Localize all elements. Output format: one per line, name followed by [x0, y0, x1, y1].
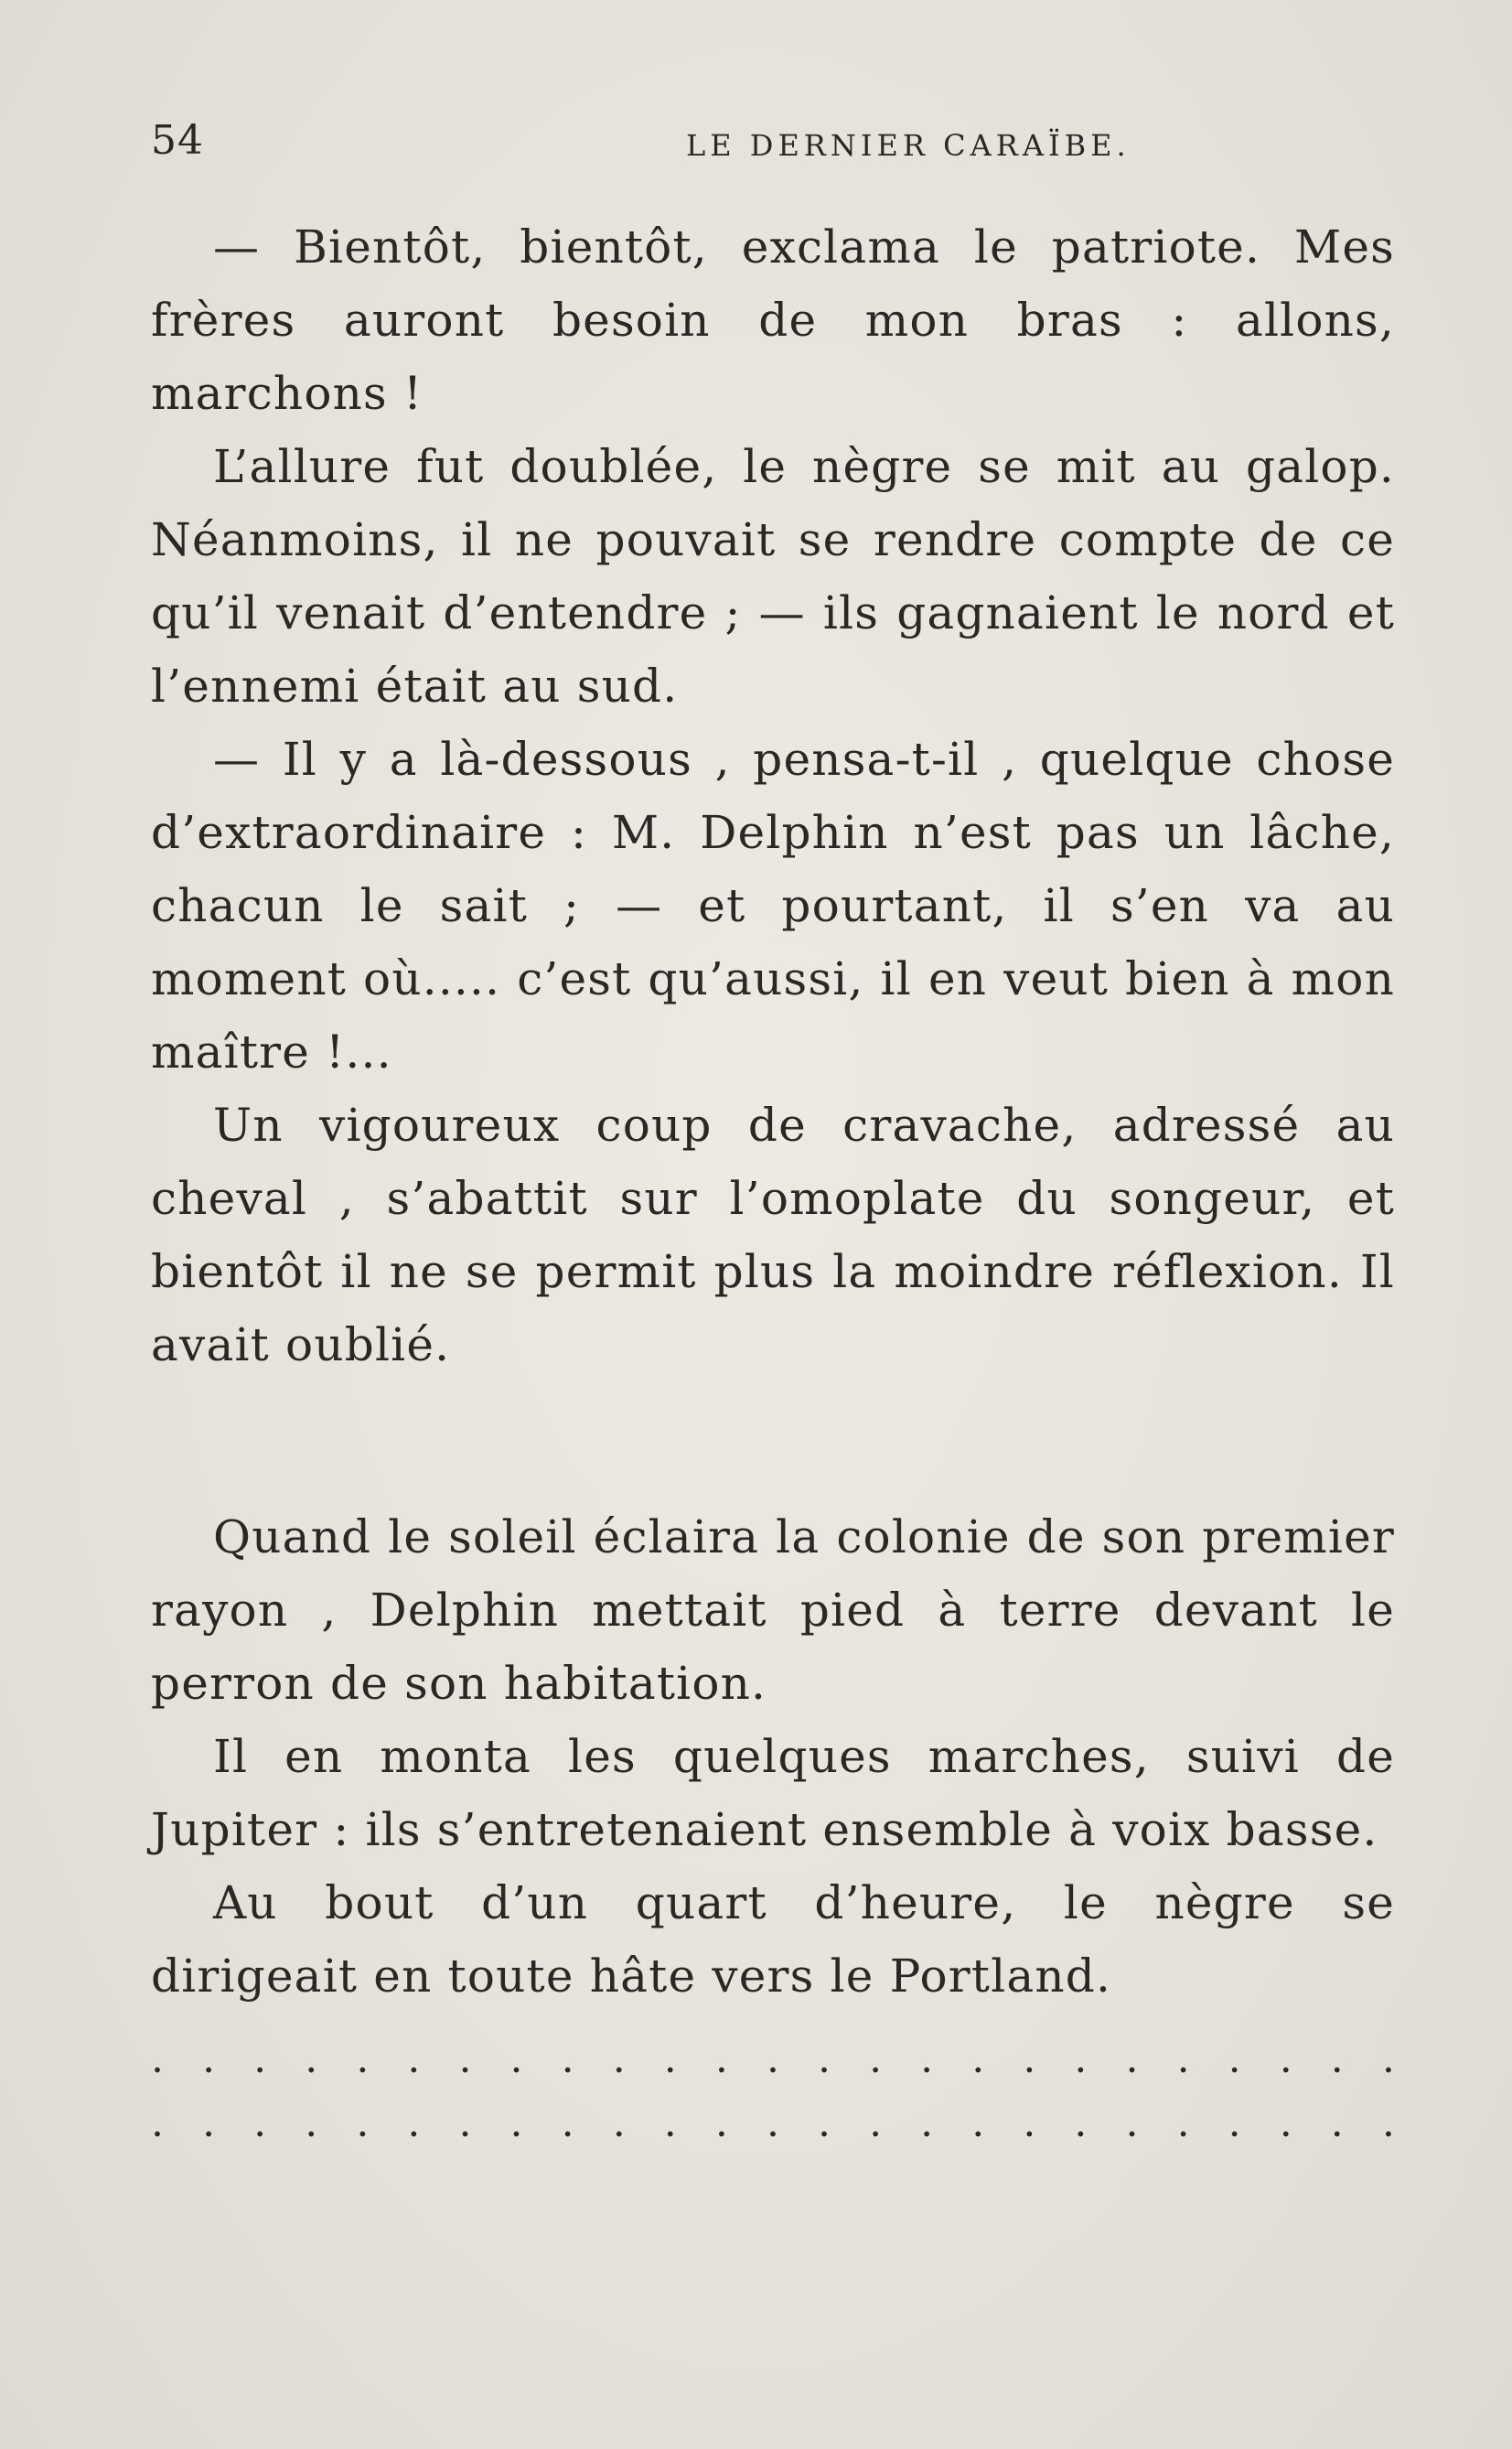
paragraph: Quand le soleil éclaira la colonie de son premier rayon , Delphin mettait pied à terre devant le perron de son habitation.	[151, 1510, 1395, 1710]
text-section-1	[151, 210, 1395, 1381]
text-section-2	[151, 1500, 1395, 2013]
page-number: 54	[151, 117, 204, 164]
ellipsis-row: . . . . . . . . . . . . . . . . . . . . . . . . .	[151, 2100, 1395, 2146]
paragraph: L’allure fut doublée, le nègre se mit au galop. Néanmoins, il ne pouvait se rendre compte de ce qu’il venait d’entendre ; — ils gagnaient le nord et l’ennemi était au sud.	[151, 440, 1395, 713]
paragraph: Un vigoureux coup de cravache, adressé au cheval , s’abattit sur l’omoplate du songeur, et bientôt il ne se permit plus la moindre réflexion. Il avait oublié.	[151, 1099, 1395, 1371]
paragraph: — Il y a là-dessous , pensa-t-il , quelque chose d’extraordinaire : M. Delphin n’est pas un lâche, chacun le sait ; — et pourtant, il s’en va au moment où..... c’est qu’aussi, il en veut bien à mon maître !...	[151, 733, 1395, 1079]
running-head: LE DERNIER CARAÏBE.	[686, 128, 1131, 163]
ellipsis-row: . . . . . . . . . . . . . . . . . . . . . . . . .	[151, 2035, 1395, 2082]
paragraph: Au bout d’un quart d’heure, le nègre se dirigeait en toute hâte vers le Portland.	[151, 1876, 1395, 2003]
page-header	[151, 117, 1395, 172]
paragraph: Il en monta les quelques marches, suivi de Jupiter : ils s’entretenaient ensemble à voix basse.	[151, 1730, 1395, 1856]
paragraph: — Bientôt, bientôt, exclama le patriote. Mes frères auront besoin de mon bras : allons, marchons !	[151, 220, 1395, 420]
